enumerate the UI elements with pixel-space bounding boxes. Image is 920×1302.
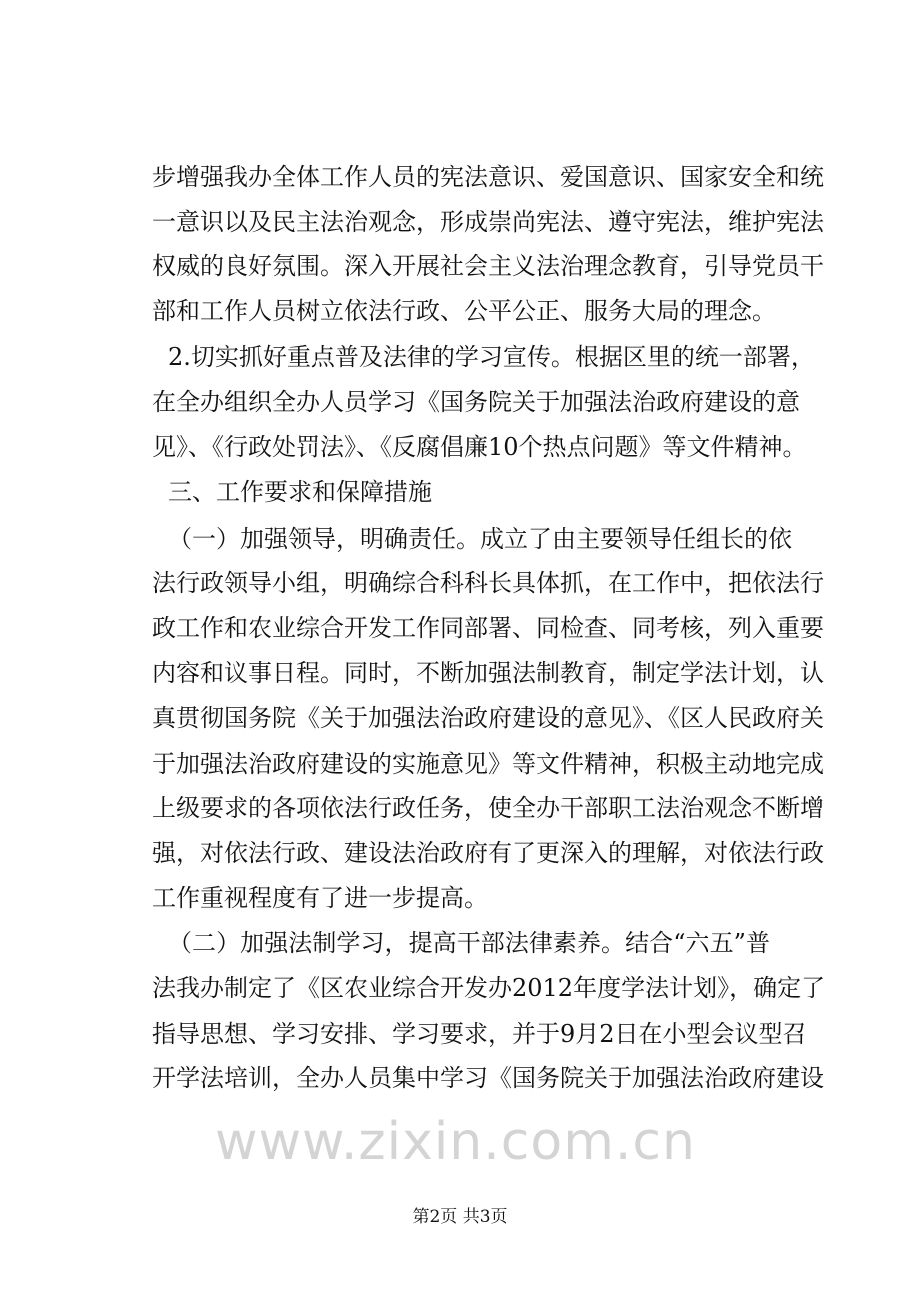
text-line: 见》、《行政处罚法》、《反腐倡廉10个热点问题》等文件精神。 bbox=[152, 433, 807, 461]
text-line: 在全办组织全办人员学习《国务院关于加强法治政府建设的意 bbox=[152, 388, 800, 416]
text-line: （一）加强领导，明确责任。成立了由主要领导任组长的依 bbox=[168, 525, 792, 553]
section-heading: 三、工作要求和保障措施 bbox=[168, 478, 432, 506]
text-line: 一意识以及民主法治观念，形成崇尚宪法、遵守宪法，维护宪法 bbox=[152, 208, 824, 236]
text-line: 于加强法治政府建设的实施意见》等文件精神，积极主动地完成 bbox=[152, 750, 824, 778]
watermark: www.zixin.com.cn bbox=[215, 1112, 696, 1172]
text-line: 2.切实抓好重点普及法律的学习宣传。根据区里的统一部署， bbox=[168, 343, 815, 371]
text-line: 开学法培训，全办人员集中学习《国务院关于加强法治政府建设 bbox=[152, 1064, 824, 1092]
text-line: 指导思想、学习安排、学习要求，并于9月2日在小型会议型召 bbox=[152, 1020, 807, 1048]
text-line: 内容和议事日程。同时，不断加强法制教育，制定学法计划，认 bbox=[152, 659, 824, 687]
text-line: （二）加强法制学习，提高干部法律素养。结合“六五”普 bbox=[168, 929, 770, 957]
page-footer: 第2页 共3页 bbox=[412, 1207, 508, 1227]
text-line: 法我办制定了《区农业综合开发办2012年度学法计划》，确定了 bbox=[152, 974, 826, 1002]
text-line: 步增强我办全体工作人员的宪法意识、爱国意识、国家安全和统 bbox=[152, 163, 824, 191]
text-line: 工作重视程度有了进一步提高。 bbox=[152, 884, 488, 912]
text-line: 权威的良好氛围。深入开展社会主义法治理念教育，引导党员干 bbox=[152, 252, 824, 280]
text-line: 政工作和农业综合开发工作同部署、同检查、同考核，列入重要 bbox=[152, 614, 824, 642]
text-line: 上级要求的各项依法行政任务，使全办干部职工法治观念不断增 bbox=[152, 794, 824, 822]
text-line: 部和工作人员树立依法行政、公平公正、服务大局的理念。 bbox=[152, 297, 776, 325]
text-line: 真贯彻国务院《关于加强法治政府建设的意见》、《区人民政府关 bbox=[152, 704, 824, 732]
text-line: 法行政领导小组，明确综合科科长具体抓，在工作中，把依法行 bbox=[152, 569, 824, 597]
text-line: 强，对依法行政、建设法治政府有了更深入的理解，对依法行政 bbox=[152, 839, 824, 867]
